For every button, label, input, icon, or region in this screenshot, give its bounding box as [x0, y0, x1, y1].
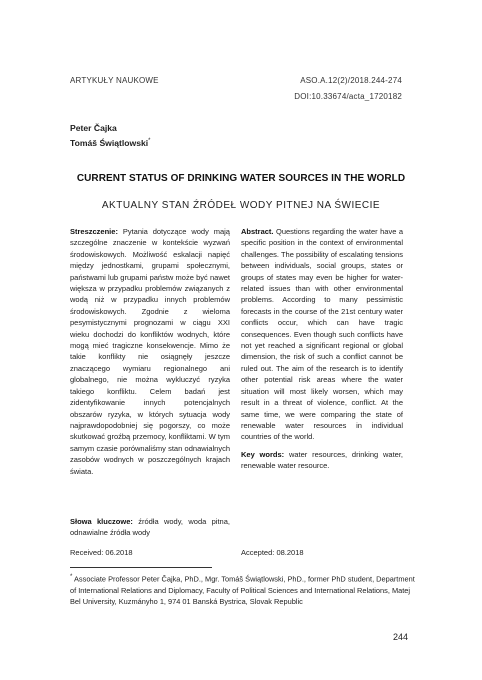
- streszczenie-text: Pytania dotyczące wody mają szczególne znaczenie w kontekście wyzwań środowiskowych. Możliwość eskalacji napięć między jednostkami, grupami społecznymi, państwami lub grupami państw może być nawet większa w przypadku problemów związanych z wodą niż w przypadku innych problemów środowiskowych. Zgodnie z wieloma pesymistycznymi prognozami w ciągu XXI wieku dochodzi do konfliktów wodnych, które mogą mieć tragiczne konsekwencje. Mimo że takie konflikty nie osiągnęły jeszcze znaczącego wymiaru regionalnego ani globalnego, nie można wykluczyć ryzyka takiego konfliktu. Celem badań jest zidentyfikowanie innych potencjalnych obszarów ryzyka, w których sytuacja wody najprawdopodobniej się pogorszy, co może skutkować groźbą przemocy, konfliktami. W tym samym czasie porównaliśmy stan odnawialnych zasobów wodnych w poszczególnych krajach świata.: [70, 227, 230, 476]
- keywords-text: water resources, drinking water, renewable water resource.: [241, 450, 403, 471]
- abstract-text: Questions regarding the water have a specific position in the context of environmental challenges. The possibility of escalating tensions between individuals, social groups, states or groups of states may even be higher for water-related issues than with other environmental problems. According to many pessimistic forecasts in the course of the 21st century water conflicts occur, which can have tragic consequences. Even though such conflicts have not yet reached a significant regional or global dimension, the risk of such a conflict cannot be ruled out. The aim of the research is to identify other potential risk areas where the water situation will most likely worsen, which may result in a threat of violence, conflict. At the same time, we were comparing the state of renewable water resources in individual countries of the world.: [241, 227, 404, 442]
- footnote-marker: *: [70, 574, 73, 580]
- footnote: [70, 572, 415, 607]
- footnote-text: Associate Professor Peter Čajka, PhD., Mgr. Tomáš Świątlowski, PhD., former PhD student, Department of International Relations and Diplomacy, Faculty of Political Sciences and International Relations, Matej Bel University, Kuzmányho 1, 974 01 Banská Bystrica, Slovak Republic: [70, 574, 415, 606]
- streszczenie-label: Streszczenie:: [70, 227, 118, 236]
- slowa-kluczowe-block: [70, 516, 230, 539]
- author-1: Peter Čajka: [70, 123, 117, 133]
- journal-reference: ASO.A.12(2)/2018.244-274: [300, 76, 402, 85]
- slowa-kluczowe-text: źródła wody, woda pitna, odnawialne źródła wody: [70, 517, 230, 538]
- doi: DOI:10.33674/acta_1720182: [294, 92, 402, 101]
- title-polish: AKTUALNY STAN ŹRÓDEŁ WODY PITNEJ NA ŚWIECIE: [101, 200, 381, 211]
- accepted-date: Accepted: 08.2018: [241, 548, 304, 557]
- author-2-name: Tomáš Świątlowski: [70, 138, 149, 148]
- section-label: ARTYKUŁY NAUKOWE: [70, 76, 159, 85]
- author-footnote-marker: *: [148, 138, 151, 145]
- abstract-label: Abstract.: [241, 227, 274, 236]
- keywords-block: [241, 449, 403, 472]
- streszczenie-block: [70, 226, 230, 477]
- author-2: [70, 138, 151, 148]
- page-number: 244: [392, 632, 408, 642]
- keywords-label: Key words:: [241, 450, 285, 459]
- title-english: CURRENT STATUS OF DRINKING WATER SOURCES IN THE WORLD: [76, 173, 406, 184]
- abstract-block: [241, 226, 403, 443]
- received-date: Received: 06.2018: [70, 548, 133, 557]
- slowa-kluczowe-label: Słowa kluczowe:: [70, 517, 133, 526]
- footnote-rule: [70, 567, 212, 568]
